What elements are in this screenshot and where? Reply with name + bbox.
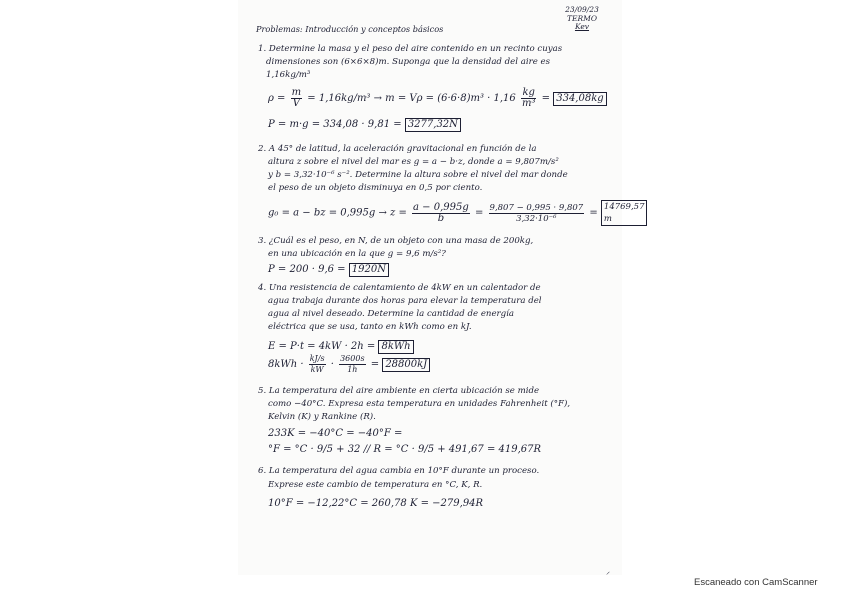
problem-3-line-1: 3. ¿Cuál es el peso, en N, de un objeto con una masa de 200kg, xyxy=(258,236,534,246)
problem-2-line-2: altura z sobre el nivel del mar es g = a − b·z, donde a = 9,807m/s² xyxy=(268,157,559,167)
fraction: $\frac{3600s}{1h}$ xyxy=(340,354,365,374)
problem-1-equation-density: ρ = $\frac{m}{V}$ = 1,16kg/m³ → m = Vρ = (6·6·8)m³ · 1,16 $\frac{kg}{\text{m³}}$ = 334,08kg xyxy=(268,88,607,109)
header-date: 23/09/23 xyxy=(565,5,599,14)
problem-5-line-3: Kelvin (K) y Rankine (R). xyxy=(268,412,376,422)
page-corner-mark: ⸝ xyxy=(606,567,610,576)
scanner-watermark: Escaneado con CamScanner xyxy=(694,577,818,588)
problem-4-equation-energy: E = P·t = 4kW · 2h = 8kWh xyxy=(268,340,414,354)
problem-2-answer: 14769,57 m xyxy=(601,200,647,226)
problem-3-answer: 1920N xyxy=(349,263,389,277)
problem-5-line-1: 5. La temperatura del aire ambiente en cierta ubicación se mide xyxy=(258,386,540,396)
fraction: $\frac{9,807 - 0,995 \cdot 9,807}{\text{3,32·10⁻⁶}}$ xyxy=(489,202,584,224)
problem-4-line-2: agua trabaja durante dos horas para elevar la temperatura del xyxy=(268,296,542,306)
problem-6-line-1: 6. La temperatura del agua cambia en 10°F durante un proceso. xyxy=(258,466,540,476)
problem-2-equation: g₀ = a − bz = 0,995g → z = $\frac{a - 0,995g}{b}$ = $\frac{9,807 - 0,995 \cdot 9,807}{\text{3,32·10⁻⁶}}$ = 14769,57 m xyxy=(268,200,647,226)
problem-3-line-2: en una ubicación en la que g = 9,6 m/s²? xyxy=(268,249,446,259)
problem-4-line-1: 4. Una resistencia de calentamiento de 4kW en un calentador de xyxy=(258,283,541,293)
page-header xyxy=(556,6,608,32)
problem-4-line-4: eléctrica que se usa, tanto en kWh como en kJ. xyxy=(268,322,472,332)
fraction: $\frac{a - 0,995g}{b}$ xyxy=(413,201,469,224)
problem-5-line-2: como −40°C. Expresa esta temperatura en unidades Fahrenheit (°F), xyxy=(268,399,571,409)
header-name: Kev xyxy=(574,22,590,31)
problem-4-answer-kwh: 8kWh xyxy=(378,340,413,354)
problem-1-answer-mass: 334,08kg xyxy=(553,92,606,106)
problem-4-answer-kj: 28800kJ xyxy=(382,358,430,372)
problem-2-line-3: y b = 3,32·10⁻⁶ s⁻². Determine la altura sobre el nivel del mar donde xyxy=(268,170,568,180)
problem-1-line-1: 1. Determine la masa y el peso del aire contenido en un recinto cuyas xyxy=(258,44,563,54)
problem-1-line-2: dimensiones son (6×6×8)m. Suponga que la densidad del aire es xyxy=(266,57,551,67)
problem-1-answer-weight: 3277,32N xyxy=(405,118,461,132)
unit-fraction: $\frac{kg}{\text{m³}}$ xyxy=(521,87,536,109)
problem-5-equation-2: °F = °C · 9/5 + 32 // R = °C · 9/5 + 491,67 = 419,67R xyxy=(268,444,542,455)
fraction: $\frac{kJ/s}{kW}$ xyxy=(309,354,325,374)
problem-6-equation: 10°F = −12,22°C = 260,78 K = −279,94R xyxy=(268,498,484,509)
fraction: $\frac{m}{V}$ xyxy=(291,87,302,109)
problem-4-line-3: agua al nivel deseado. Determine la cantidad de energía xyxy=(268,309,515,319)
problem-5-equation-1: 233K = −40°C = −40°F = xyxy=(268,428,403,439)
page-title: Problemas: Introducción y conceptos básicos xyxy=(256,24,444,34)
problem-6-line-2: Exprese este cambio de temperatura en °C, K, R. xyxy=(268,480,483,490)
problem-2-line-1: 2. A 45° de latitud, la aceleración gravitacional en función de la xyxy=(258,144,537,154)
problem-2-line-4: el peso de un objeto disminuya en 0,5 por ciento. xyxy=(268,183,483,193)
problem-3-equation: P = 200 · 9,6 = 1920N xyxy=(268,263,389,277)
problem-1-line-3: 1,16kg/m³ xyxy=(266,70,311,80)
problem-4-equation-conversion: 8kWh · $\frac{kJ/s}{kW}$ · $\frac{3600s}{1h}$ = 28800kJ xyxy=(268,354,430,375)
problem-1-equation-weight: P = m·g = 334,08 · 9,81 = 3277,32N xyxy=(268,118,461,132)
header-subject: TERMO xyxy=(567,13,597,23)
